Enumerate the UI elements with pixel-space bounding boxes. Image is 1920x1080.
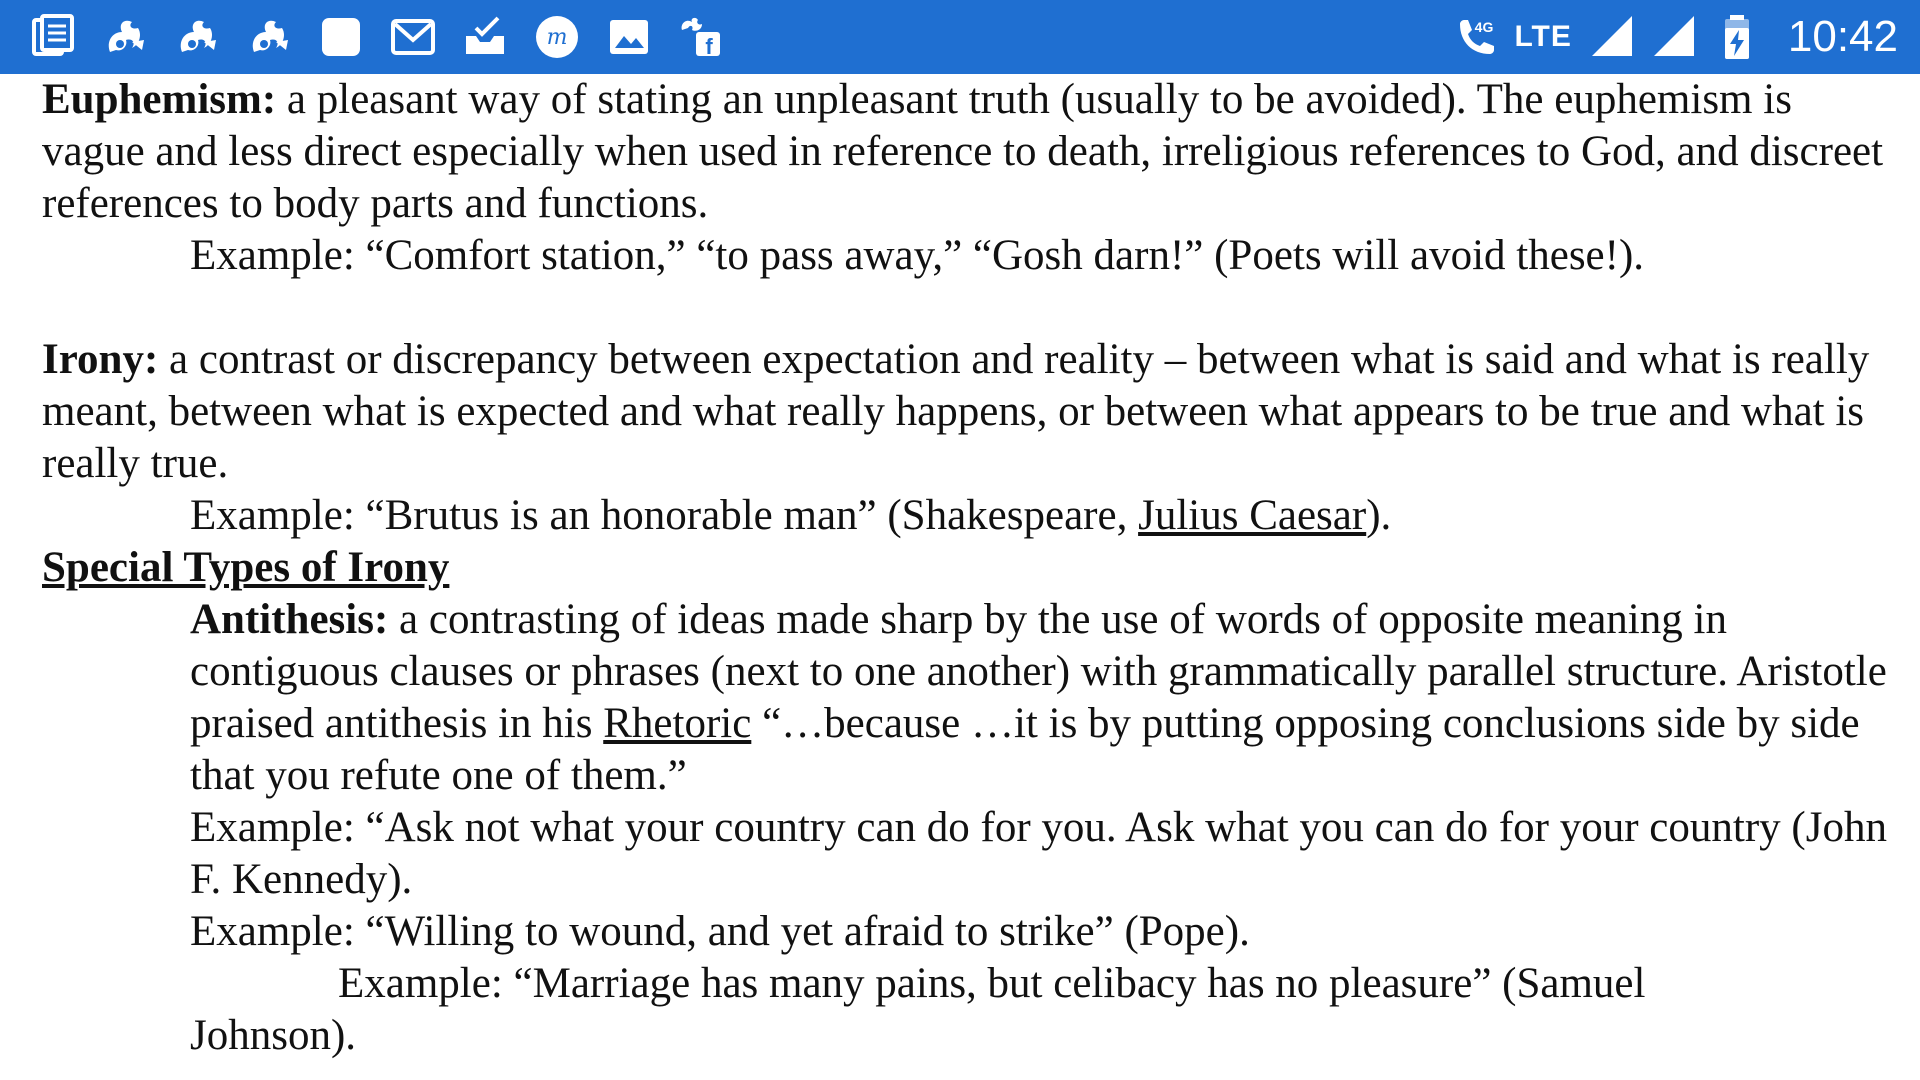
volte-call-icon [1452,14,1498,60]
antithesis-example-kennedy: Example: “Ask not what your country can do for you. Ask what you can do for your country (John F. Kennedy). [190,804,1887,903]
rhetoric-title: Rhetoric [603,700,752,747]
signal-strength-icon [1652,14,1698,60]
uc-browser-icon [102,14,148,60]
battery-charging-icon [1714,14,1760,60]
antithesis-example-johnson-end: Johnson). [190,1012,357,1059]
uc-browser-icon [246,14,292,60]
antithesis-example-johnson: Example: “Marriage has many pains, but celibacy has no pleasure” (Samuel [338,960,1646,1007]
antithesis-example-pope: Example: “Willing to wound, and yet afraid to strike” (Pope). [190,908,1250,955]
square-app-icon [318,14,364,60]
antithesis-block [42,594,1892,958]
gmail-icon [390,14,436,60]
notification-icons [30,14,750,60]
status-bar [0,0,1920,74]
antithesis-definition-2: “…because …it is by putting opposing conclusions side by side that you refute one of them.” [190,700,1860,799]
irony-example [42,490,1892,542]
irony-example-suffix: ). [1366,492,1392,539]
julius-caesar-title: Julius Caesar [1138,492,1367,539]
euphemism-example: Example: “Comfort station,” “to pass away,” “Gosh darn!” (Poets will avoid these!). [190,232,1645,279]
network-type-label: LTE [1514,20,1572,53]
svg-text:f: f [705,34,713,59]
uc-browser-icon [174,14,220,60]
antithesis-term: Antithesis: [190,596,389,643]
irony-term: Irony: [42,336,159,383]
checklist-inbox-icon [462,14,508,60]
irony-example-prefix: Example: “Brutus is an honorable man” (Shakespeare, [190,492,1139,539]
uc-facebook-icon [678,14,724,60]
clock: 10:42 [1787,12,1898,61]
euphemism-paragraph [42,74,1892,230]
messenger-m-icon [534,14,580,60]
document-page [42,74,1892,1062]
gallery-icon [606,14,652,60]
system-status [1452,12,1898,62]
section-heading: Special Types of Irony [42,544,450,591]
irony-paragraph [42,334,1892,490]
paragraph-gap [42,282,1892,334]
notes-icon [30,14,76,60]
signal-strength-icon [1590,14,1636,60]
antithesis-paragraph [190,594,1892,802]
network-small-label: 4G [1475,19,1494,35]
svg-text:m: m [546,25,568,50]
euphemism-definition: a pleasant way of stating an unpleasant truth (usually to be avoided). The euphemism is vague and less direct especially when used in reference to death, irreligious references to God, and discreet references to body parts and functions. [42,76,1884,227]
euphemism-term: Euphemism: [42,76,277,123]
antithesis-definition-1: a contrasting of ideas made sharp by the use of words of opposite meaning in contiguous clauses or phrases (next to one another) with grammatically parallel structure. Aristotle praised antithesis in his [190,596,1887,747]
irony-definition: a contrast or discrepancy between expectation and reality – between what is said and what is really meant, between what is expected and what really happens, or between what appears to be true and what is really true. [42,336,1870,487]
